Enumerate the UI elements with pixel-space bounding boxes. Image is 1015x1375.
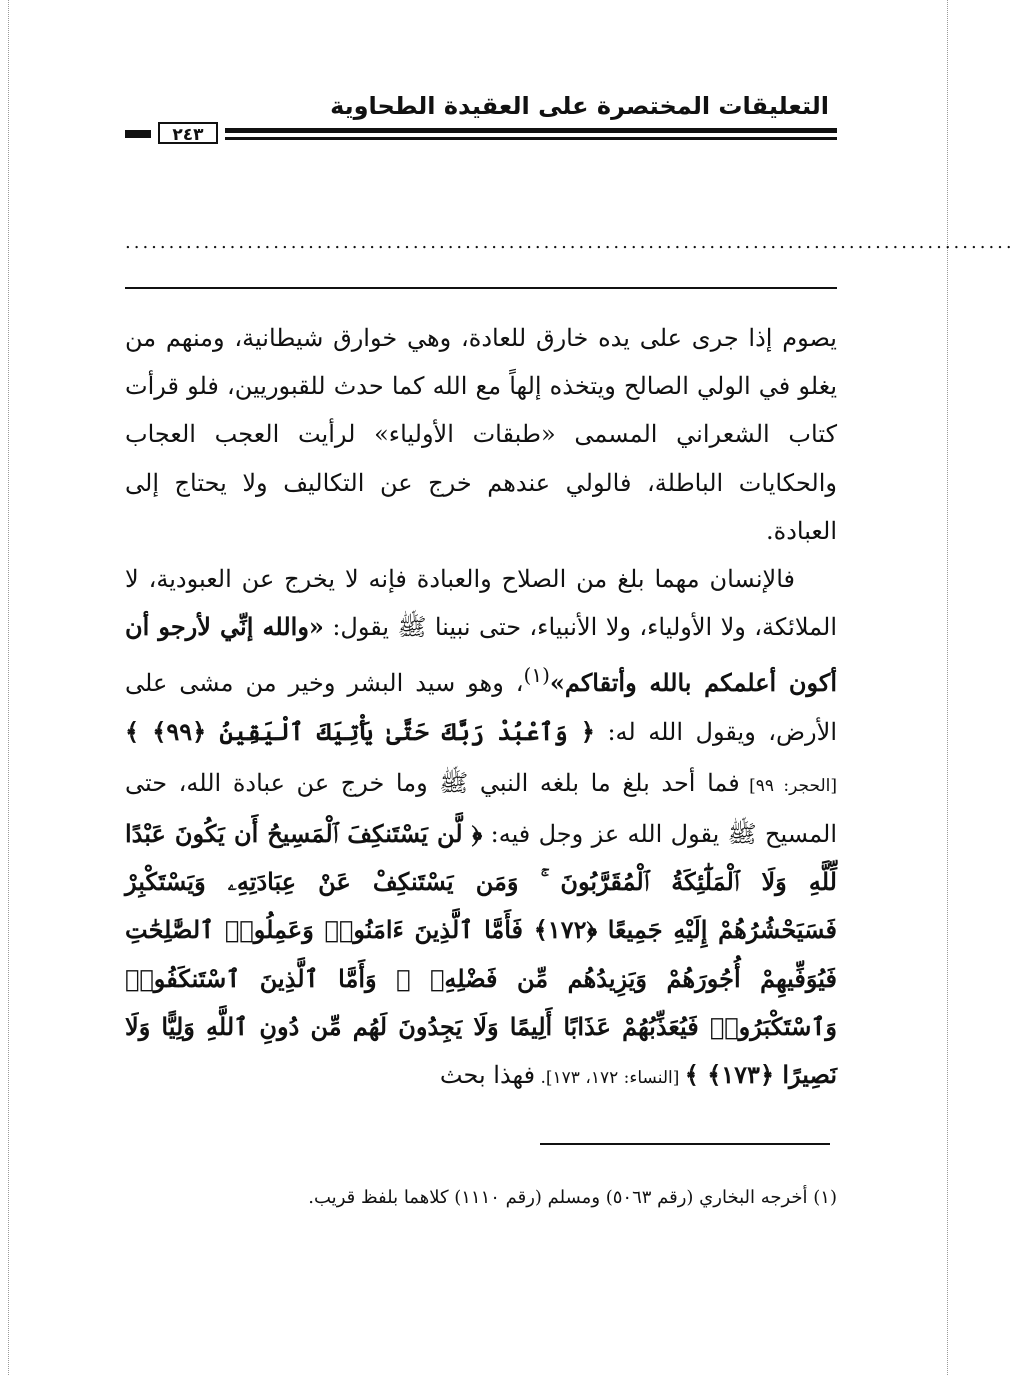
header-rule-double-line (225, 128, 837, 140)
page-number: ٢٤٣ (158, 122, 218, 144)
left-edge-scan-line (8, 0, 9, 1375)
citation-nisa: [النساء: ١٧٢، ١٧٣]. (535, 1068, 685, 1089)
section-rule (125, 287, 837, 289)
hadith-quote: «والله إنِّي لأرجو أن أكون أعلمكم بالله وأتقاكم» (125, 612, 837, 698)
header-rule-left-bar (125, 130, 151, 138)
paragraph-1: يصوم إذا جرى على يده خارق للعادة، وهي خوارق شيطانية، ومنهم من يغلو في الولي الصالح ويتخذه إلهاً مع الله كما حدث للقبوريين، فلو قرأت كتاب الشعراني المسمى «طبقات الأولياء» لرأيت العجب العجاب والحكايات الباطلة، فالولي عندهم خرج عن التكاليف ولا يحتاج إلى العبادة. (125, 324, 838, 545)
paragraph-2-text-b: ، وهو سيد البشر وخير من مشى على الأرض، ويقول الله له: (125, 669, 837, 746)
paragraph-2 (125, 555, 837, 1102)
paragraph-2-text-d: فهذا بحث (439, 1061, 536, 1090)
paragraph-2-text-a: فالإنسان مهما بلغ من الصلاح والعبادة فإنه لا يخرج عن العبودية، لا الملائكة، ولا الأولياء، ولا الأنبياء، حتى نبينا ﷺ يقول: (125, 565, 838, 642)
dotted-separator: ...................................................................................................... (125, 232, 1015, 253)
right-edge-scan-line (947, 0, 948, 1375)
footnote: (١) أخرجه البخاري (رقم ٥٠٦٣) ومسلم (رقم ١١١٠) كلاهما بلفظ قريب. (308, 1187, 837, 1208)
running-header-title: التعليقات المختصرة على العقيدة الطحاوية (330, 92, 829, 120)
citation-hijr: [الحجر: ٩٩] (739, 775, 837, 796)
footnote-rule (540, 1143, 830, 1145)
quran-verse-hijr: ﴿ وَٱعْبُدْ رَبَّكَ حَتَّىٰ يَأْتِيَكَ ٱلْيَقِينُ ﴿٩٩﴾ ﴾ (125, 716, 595, 746)
header-rule (125, 122, 837, 146)
main-text (125, 314, 837, 1102)
paragraph-2-text-c: فما أحد بلغ ما بلغه النبي ﷺ وما خرج عن عبادة الله، حتى المسيح ﷺ يقول الله عز وجل فيه: (125, 768, 837, 849)
footnote-reference: (١) (523, 663, 550, 688)
quran-verse-nisa: ﴿ لَّن يَسْتَنكِفَ ٱلْمَسِيحُ أَن يَكُونَ عَبْدًا لِّلَّهِ وَلَا ٱلْمَلَٰٓئِكَةُ ٱلْمُقَرَّبُونَ ۚ وَمَن يَسْتَنكِفْ عَنْ عِبَادَتِهِۦ وَيَسْتَكْبِرْ فَسَيَحْشُرُهُمْ إِلَيْهِ جَمِيعًا ﴿١٧٢﴾ فَأَمَّا ٱلَّذِينَ ءَامَنُوا۟ وَعَمِلُوا۟ ٱلصَّٰلِحَٰتِ فَيُوَفِّيهِمْ أُجُورَهُمْ وَيَزِيدُهُم مِّن فَضْلِهِۦ ۖ وَأَمَّا ٱلَّذِينَ ٱسْتَنكَفُوا۟ وَٱسْتَكْبَرُوا۟ فَيُعَذِّبُهُمْ عَذَابًا أَلِيمًا وَلَا يَجِدُونَ لَهُم مِّن دُونِ ٱللَّهِ وَلِيًّا وَلَا نَصِيرًا ﴿١٧٣﴾ ﴾ (125, 819, 838, 1090)
